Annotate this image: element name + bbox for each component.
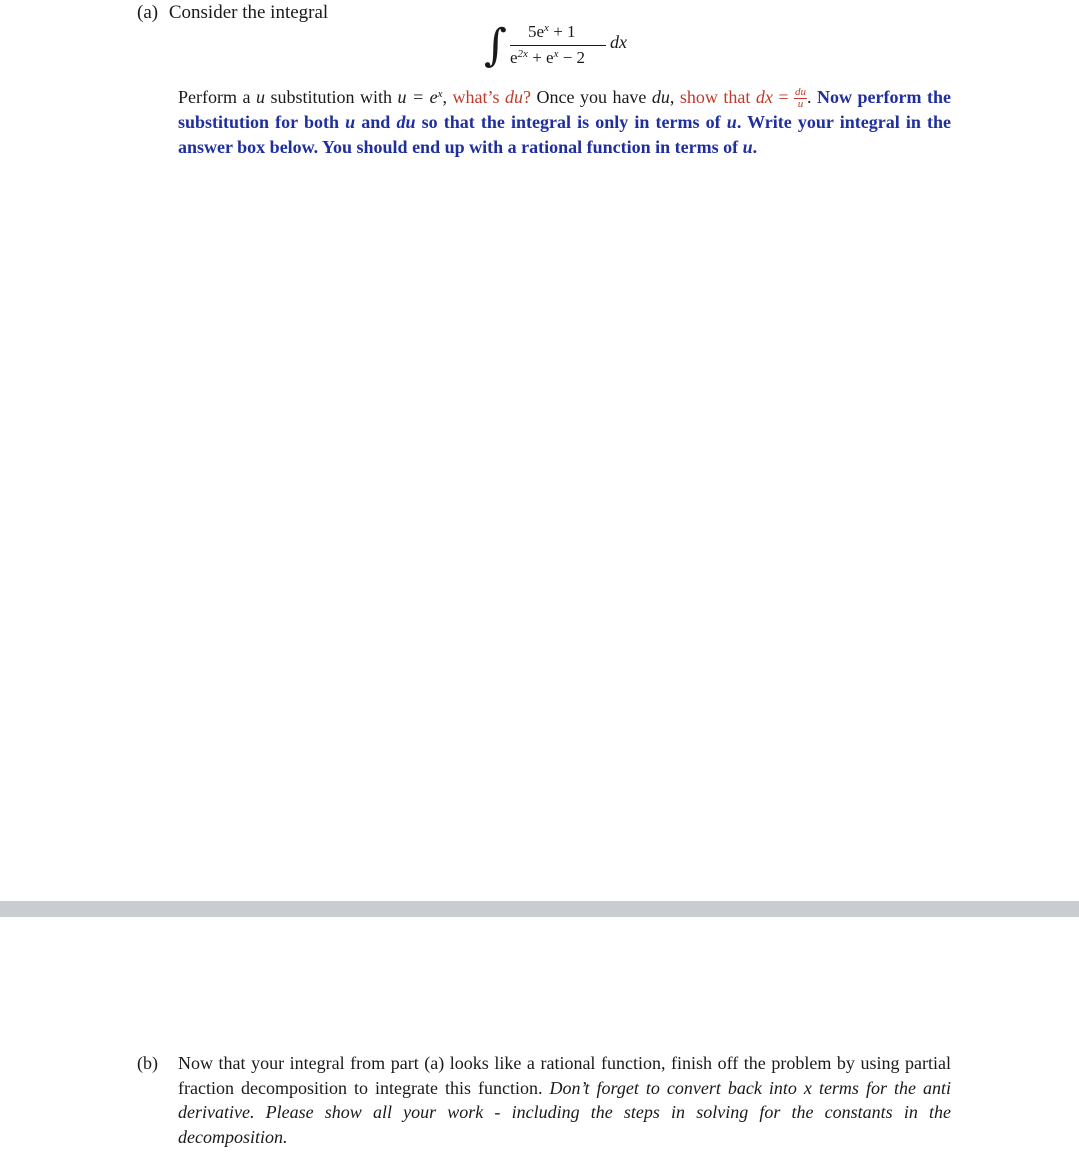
- part-b-text: Now that your integral from part (a) looks like a rational function, finish off the problem by using partial fraction decomposition to integrate this function. Don’t forget to convert back into x terms for the anti derivative. Please show all your work - including the steps in solving for the constants in the decomposition.: [178, 1053, 951, 1147]
- part-b-instructions: [137, 1051, 951, 1149]
- fraction-bar: [510, 45, 606, 46]
- du-over-u-fraction: $\frac{du}{u}$: [795, 86, 807, 111]
- blue-instruction: Now perform the substitution for both u and du so that the integral is only in terms of u. Write your integral in the answer box below. You should end up with a rational function in terms of u.: [178, 87, 951, 157]
- part-a-instructions: Perform a u substitution with $u = e^x$, what’s du? Once you have du, show that dx = $\frac{du}{u}$ . Now perform the substitution for both u and du so that the integral is only in terms of u. Write your integral in the answer box below. You should end up with a rational function in terms of u.: [178, 86, 951, 157]
- part-b-label: (b): [137, 1053, 158, 1073]
- part-a-heading: [137, 0, 328, 26]
- integral-differential: dx: [610, 32, 627, 52]
- section-divider: [0, 901, 1079, 917]
- integral-display: [484, 22, 684, 72]
- red-show-dx: show that dx = $\frac{du}{u}$: [679, 86, 807, 111]
- part-a-label: (a): [137, 2, 159, 23]
- integral-denominator: $e^{2x} + e^x - 2$: [510, 48, 586, 67]
- part-a-heading-text: Consider the integral: [168, 2, 329, 23]
- integral-sign: ∫: [484, 20, 507, 71]
- red-question-du: what’s du?: [452, 87, 531, 107]
- integral-numerator: $5e^x + 1$: [528, 22, 576, 41]
